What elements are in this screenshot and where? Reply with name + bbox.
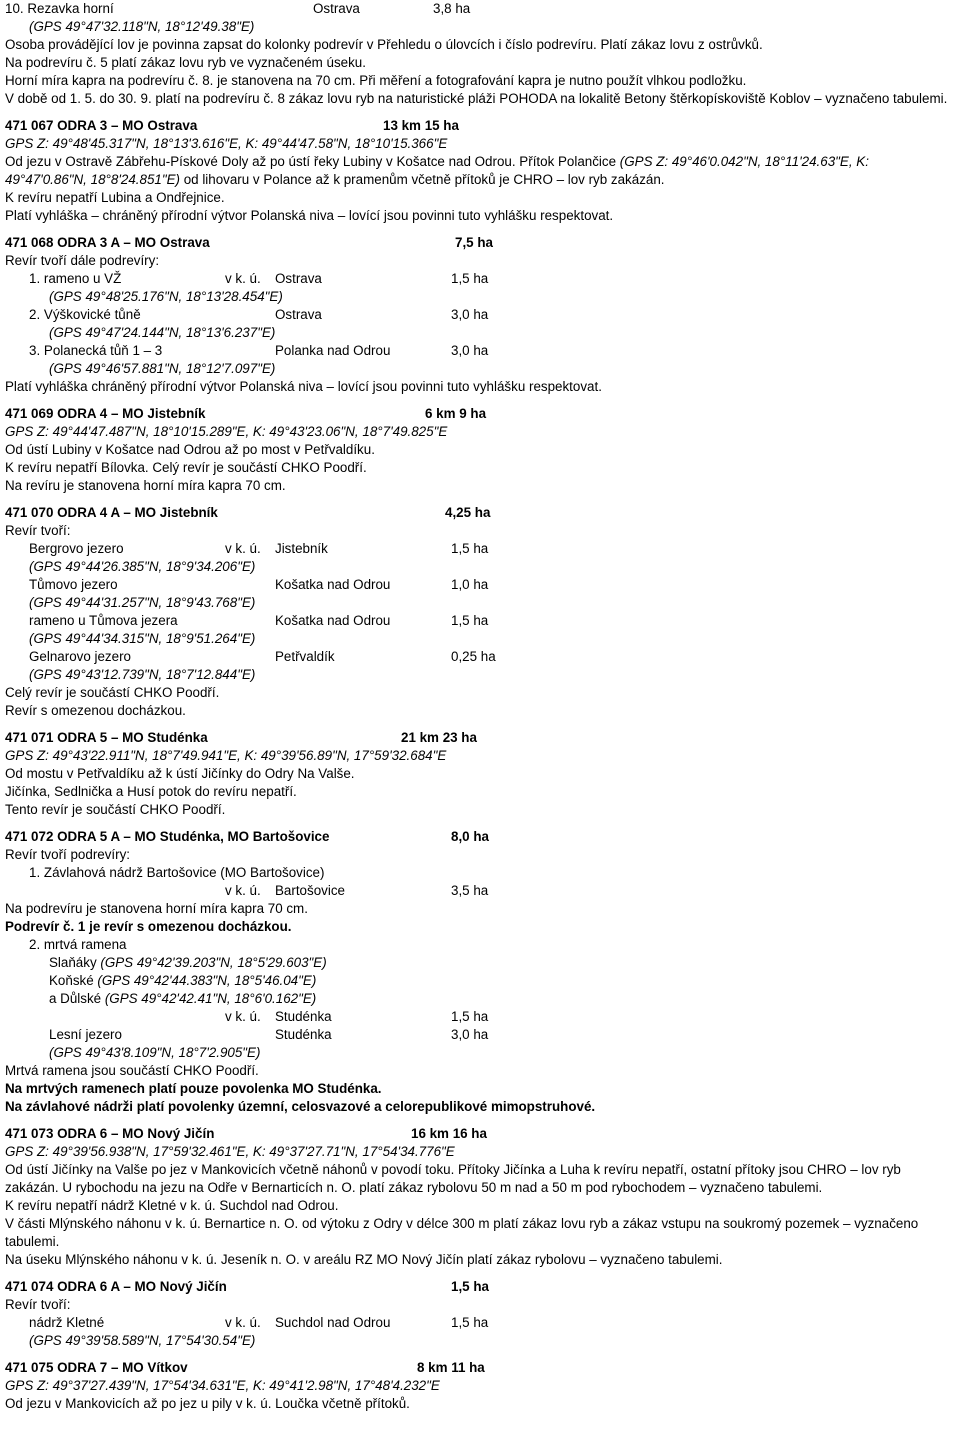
gps-coordinates: GPS Z: 49°44'47.487"N, 18°10'15.289"E, K: 49°43'23.06"N, 18°7'49.825"E [5, 424, 448, 439]
revir-note: Podrevír č. 1 je revír s omezenou docházkou. [5, 919, 292, 934]
gps-coordinates: GPS Z: 49°37'27.439"N, 17°54'34.631"E, K: 49°41'2.98"N, 17°48'4.232"E [5, 1378, 440, 1393]
item-name: 1. rameno u VŽ [29, 271, 122, 286]
description-text: od lihovaru v Polance až k pramenům včetně přítoků je CHRO – lov ryb zakázán. [179, 172, 665, 187]
revir-note: Na revíru je stanovena horní míra kapra 70 cm. [5, 478, 286, 493]
revir-description [5, 153, 955, 171]
item-name: a Důlské [49, 991, 105, 1006]
revir-heading [5, 828, 955, 846]
gps-coordinates: (GPS 49°42'42.41"N, 18°6'0.162"E) [104, 991, 317, 1006]
gps-coordinates: GPS Z: 49°48'45.317"N, 18°13'3.616"E, K: 49°44'47.58"N, 18°10'15.366"E [5, 136, 448, 151]
revir-code: 471 069 ODRA 4 – MO Jistebník [5, 406, 206, 421]
item-area: 1,5 ha [451, 541, 489, 556]
revir-code: 471 071 ODRA 5 – MO Studénka [5, 730, 208, 745]
item-location: Jistebník [275, 541, 328, 556]
item-name: 2. Výškovické tůně [29, 307, 141, 322]
item-name: Gelnarovo jezero [29, 649, 131, 664]
gps-coordinates: (GPS 49°42'44.383"N, 18°5'46.04"E) [97, 973, 317, 988]
item-cadastre: v k. ú. [225, 541, 261, 556]
item-area: 1,5 ha [451, 271, 489, 286]
revir-dimensions: 6 km 9 ha [425, 406, 487, 421]
revir-area: 1,5 ha [451, 1279, 489, 1294]
list-item-location [5, 1008, 955, 1026]
revir-subtitle: Revír tvoří dále podrevíry: [5, 253, 160, 268]
revir-description: Od ústí Jičínky na Valše po jez v Mankovicích včetně náhonů v povodí toku. Přítoky Jičínka a Luha k revíru nepatří, ostatní přítoky jsou CHRO – lov ryb zakázán. U rybochodu na jezu na Odře v Bernarticích n. O. platí zákaz rybolovu 50 m nad a 50 m pod rybochodem – vyznačeno tabulemi. [5, 1162, 901, 1195]
revir-note: Na úseku Mlýnského náhonu v k. ú. Jeseník n. O. v areálu RZ MO Nový Jičín platí zákaz rybolovu – vyznačeno tabulemi. [5, 1252, 723, 1267]
rule-text: Osoba provádějící lov je povinna zapsat do kolonky podrevír v Přehledu o úlovcích i číslo podrevíru. Platí zákaz lovu z ostrůvků. [5, 37, 763, 52]
gps-coordinates: (GPS 49°42'39.203"N, 18°5'29.603"E) [100, 955, 327, 970]
rule-text: V době od 1. 5. do 30. 9. platí na podrevíru č. 8 zákaz lovu ryb na naturistické pláži POHODA na lokalitě Betony štěrkopískoviště Koblov – vyznačeno tabulemi. [5, 91, 948, 106]
item-name: Slaňáky [49, 955, 101, 970]
item-location: Suchdol nad Odrou [275, 1315, 391, 1330]
revir-code: 471 070 ODRA 4 A – MO Jistebník [5, 505, 218, 520]
revir-code: 471 075 ODRA 7 – MO Vítkov [5, 1360, 188, 1375]
list-item: 1. Závlahová nádrž Bartošovice (MO Bartošovice) [29, 865, 325, 880]
list-item-location [5, 882, 955, 900]
list-item [5, 342, 955, 360]
revir-heading [5, 1125, 955, 1143]
revir-heading [5, 234, 955, 252]
item-name: 10. Rezavka horní [5, 1, 114, 16]
revir-note: Mrtvá ramena jsou součástí CHKO Poodří. [5, 1063, 259, 1078]
revir-note: Na podrevíru je stanovena horní míra kapra 70 cm. [5, 901, 308, 916]
revir-note: Jičínka, Sedlnička a Husí potok do revíru nepatří. [5, 784, 297, 799]
revir-note: Na závlahové nádrži platí povolenky územní, celosvazové a celorepublikové mimopstruhové. [5, 1099, 596, 1114]
sub-item [5, 1026, 955, 1044]
revir-heading [5, 504, 955, 522]
list-item: 2. mrtvá ramena [29, 937, 127, 952]
list-item [5, 540, 955, 558]
item-location: Studénka [275, 1009, 332, 1024]
list-item [5, 648, 955, 666]
gps-coordinates: (GPS 49°46'57.881"N, 18°12'7.097"E) [49, 361, 276, 376]
revir-note: Platí vyhláška chráněný přírodní výtvor Polanská niva – lovící jsou povinni tuto vyhlášku respektovat. [5, 379, 602, 394]
list-item [5, 306, 955, 324]
item-cadastre: v k. ú. [225, 1009, 261, 1024]
item-location: Petřvaldík [275, 649, 335, 664]
revir-note: Revír s omezenou docházkou. [5, 703, 186, 718]
revir-dimensions: 21 km 23 ha [401, 730, 477, 745]
item-area: 0,25 ha [451, 649, 496, 664]
gps-coordinates: (GPS 49°47'24.144"N, 18°13'6.237"E) [49, 325, 276, 340]
revir-code: 471 068 ODRA 3 A – MO Ostrava [5, 235, 210, 250]
document-page [5, 0, 955, 1413]
revir-heading [5, 405, 955, 423]
revir-note: Tento revír je součástí CHKO Poodří. [5, 802, 226, 817]
revir-code: 471 067 ODRA 3 – MO Ostrava [5, 118, 198, 133]
rule-text: Horní míra kapra na podrevíru č. 8. je stanovena na 70 cm. Při měření a fotografování kapra je nutno použít vlhkou podložku. [5, 73, 747, 88]
item-location: Ostrava [313, 1, 360, 16]
item-location: Bartošovice [275, 883, 345, 898]
gps-coordinates: (GPS 49°44'34.315"N, 18°9'51.264"E) [29, 631, 256, 646]
item-location: Polanka nad Odrou [275, 343, 391, 358]
gps-coordinates: (GPS 49°44'31.257"N, 18°9'43.768"E) [29, 595, 256, 610]
revir-heading [5, 729, 955, 747]
revir-dimensions: 13 km 15 ha [383, 118, 459, 133]
revir-subtitle: Revír tvoří podrevíry: [5, 847, 131, 862]
revir-area: 7,5 ha [455, 235, 493, 250]
gps-coordinates: (GPS 49°47'32.118"N, 18°12'49.38"E) [29, 19, 255, 34]
list-item [5, 612, 955, 630]
item-name: Tůmovo jezero [29, 577, 118, 592]
item-cadastre: v k. ú. [225, 271, 261, 286]
revir-code: 471 074 ODRA 6 A – MO Nový Jičín [5, 1279, 227, 1294]
revir-note: Celý revír je součástí CHKO Poodří. [5, 685, 220, 700]
gps-coordinates: 49°47'0.86"N, 18°8'24.851"E) [5, 172, 180, 187]
revir-heading [5, 1359, 955, 1377]
revir-note: Od ústí Lubiny v Košatce nad Odrou až po most v Petřvaldíku. [5, 442, 375, 457]
item-area: 1,0 ha [451, 577, 489, 592]
revir-area: 8,0 ha [451, 829, 489, 844]
revir-dimensions: 16 km 16 ha [411, 1126, 487, 1141]
revir-note: Od mostu v Petřvaldíku až k ústí Jičínky do Odry Na Valše. [5, 766, 355, 781]
item-location: Košatka nad Odrou [275, 577, 391, 592]
gps-coordinates: GPS Z: 49°39'56.938"N, 17°59'32.461"E, K: 49°37'27.71"N, 17°54'34.776"E [5, 1144, 455, 1159]
item-area: 3,5 ha [451, 883, 489, 898]
item-area: 1,5 ha [451, 1009, 489, 1024]
revir-note: K revíru nepatří Bílovka. Celý revír je součástí CHKO Poodří. [5, 460, 367, 475]
revir-dimensions: 8 km 11 ha [417, 1360, 485, 1375]
revir-note: Platí vyhláška – chráněný přírodní výtvor Polanská niva – lovící jsou povinni tuto vyhlášku respektovat. [5, 208, 614, 223]
revir-note: V části Mlýnského náhonu v k. ú. Bernartice n. O. od výtoku z Odry v délce 300 m platí zákaz lovu ryb a zákaz vstupu na soukromý pozemek – vyznačeno tabulemi. [5, 1216, 919, 1249]
revir-note: K revíru nepatří Lubina a Ondřejnice. [5, 190, 225, 205]
item-area: 1,5 ha [451, 1315, 489, 1330]
item-name: Lesní jezero [49, 1027, 122, 1042]
item-name: Koňské [49, 973, 98, 988]
item-location: Studénka [275, 1027, 332, 1042]
item-name: rameno u Tůmova jezera [29, 613, 178, 628]
revir-note: Na mrtvých ramenech platí pouze povolenka MO Studénka. [5, 1081, 382, 1096]
revir-area: 4,25 ha [445, 505, 491, 520]
list-item [5, 576, 955, 594]
gps-coordinates: (GPS Z: 49°46'0.042"N, 18°11'24.63"E, K: [619, 154, 869, 169]
revir-subtitle: Revír tvoří: [5, 523, 71, 538]
item-area: 3,8 ha [433, 1, 471, 16]
gps-coordinates: (GPS 49°44'26.385"N, 18°9'34.206"E) [29, 559, 256, 574]
revir-description [5, 171, 955, 189]
item-cadastre: v k. ú. [225, 1315, 261, 1330]
revir-code: 471 072 ODRA 5 A – MO Studénka, MO Bartošovice [5, 829, 330, 844]
gps-coordinates: (GPS 49°43'8.109"N, 18°7'2.905"E) [49, 1045, 261, 1060]
item-area: 1,5 ha [451, 613, 489, 628]
item-location: Ostrava [275, 271, 322, 286]
gps-coordinates: GPS Z: 49°43'22.911"N, 18°7'49.941"E, K: 49°39'56.89"N, 17°59'32.684"E [5, 748, 447, 763]
sub-item [5, 972, 955, 990]
gps-coordinates: (GPS 49°48'25.176"N, 18°13'28.454"E) [49, 289, 283, 304]
revir-note: Od jezu v Mankovicích až po jez u pily v k. ú. Loučka včetně přítoků. [5, 1396, 410, 1411]
revir-code: 471 073 ODRA 6 – MO Nový Jičín [5, 1126, 215, 1141]
description-text: Od jezu v Ostravě Zábřehu-Pískové Doly až po ústí řeky Lubiny v Košatce nad Odrou. Přítok Polančice [5, 154, 620, 169]
gps-coordinates: (GPS 49°39'58.589"N, 17°54'30.54"E) [29, 1333, 256, 1348]
revir-note: K revíru nepatří nádrž Kletné v k. ú. Suchdol nad Odrou. [5, 1198, 339, 1213]
item-area: 3,0 ha [451, 343, 489, 358]
sub-item [5, 990, 955, 1008]
gps-coordinates: (GPS 49°43'12.739"N, 18°7'12.844"E) [29, 667, 256, 682]
list-item [5, 1314, 955, 1332]
list-item-rezavka-horni [5, 0, 955, 18]
item-area: 3,0 ha [451, 307, 489, 322]
list-item [5, 270, 955, 288]
item-location: Ostrava [275, 307, 322, 322]
item-area: 3,0 ha [451, 1027, 489, 1042]
item-location: Košatka nad Odrou [275, 613, 391, 628]
revir-heading [5, 117, 955, 135]
item-name: Bergrovo jezero [29, 541, 124, 556]
rule-text: Na podrevíru č. 5 platí zákaz lovu ryb ve vyznačeném úseku. [5, 55, 366, 70]
item-name: 3. Polanecká tůň 1 – 3 [29, 343, 163, 358]
sub-item [5, 954, 955, 972]
revir-subtitle: Revír tvoří: [5, 1297, 71, 1312]
revir-heading [5, 1278, 955, 1296]
item-name: nádrž Kletné [29, 1315, 105, 1330]
item-cadastre: v k. ú. [225, 883, 261, 898]
